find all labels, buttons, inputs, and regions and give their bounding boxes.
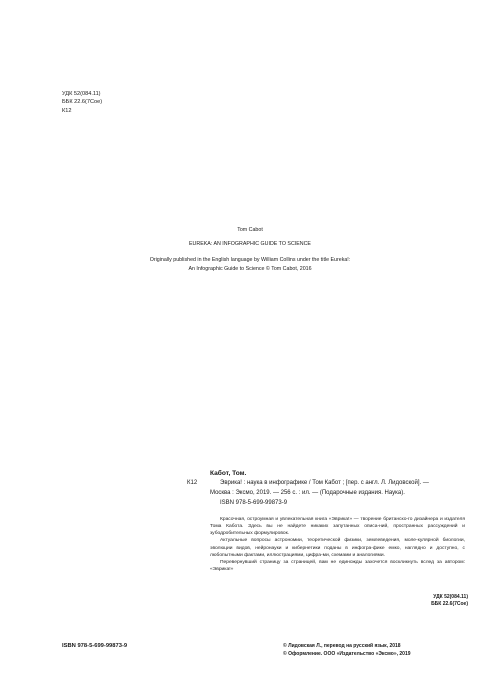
author-mark: К12 [62, 107, 72, 114]
publication-note-line-2: An Infographic Guide to Science © Tom Cabot, 2016 [188, 265, 312, 272]
card-isbn: ISBN 978-5-699-99873-9 [220, 500, 288, 507]
bbk-code: ББК 22.6(7Сое) [62, 99, 103, 106]
annotation-paragraph-1: Красочная, остроумная и увлекательная книга «Эврика!» — творение британско-го дизайнера и издателя Тома Кабота. Здесь вы не найдете никаких запутанных описа-ний, пространных рассуждений и зубодробительных формулировок. [210, 517, 465, 537]
card-classification [404, 594, 468, 609]
isbn-footer: ISBN 978-5-699-99873-9 [62, 643, 128, 649]
card-author-mark: К12 [187, 480, 198, 486]
card-title-line: Эврика! : наука в инфографике / Том Кабот ; [пер. с англ. Л. Лидовской]. — [220, 480, 429, 487]
original-author: Tom Cabot [237, 227, 263, 233]
card-imprint-line: Москва : Эксмо, 2019. — 256 с. : ил. — (Подарочные издания. Наука). [210, 489, 405, 496]
classification-block [62, 90, 102, 115]
card-udk: УДК 52(084.11) [433, 594, 468, 600]
publication-note-line-1: Originally published in the English language by William Collins under the title Eureka!: [149, 257, 351, 263]
annotation-paragraph-2: Актуальные вопросы астрономии, теоретической физики, землеведения, моле-кулярной биологии, эволюции видов, нейронауки и кибернетики поданы в инфогра-фике емко, наглядно и доступно, с любопытными фактами, иллюстрациями, цифра-ми, схемами и аналогиями. [210, 538, 465, 558]
annotation [210, 516, 465, 573]
translation-copyright: © Лидовская Л., перевод на русский язык, 2018 [283, 643, 401, 649]
original-title: EUREKA: AN INFOGRAPHIC GUIDE TO SCIENCE [189, 241, 311, 247]
annotation-paragraph-3: Перевернувший страницу за страницей, вам не единожды захочется воскликнуть вслед за автором: «Эврика!» [210, 559, 465, 573]
original-publication-note [0, 256, 500, 273]
card-bbk: ББК 22.6(7Сое) [431, 601, 468, 608]
card-author: Кабот, Том. [210, 470, 247, 477]
copyright-block [283, 642, 411, 658]
design-copyright: © Оформление. ООО «Издательство «Эксмо», 2019 [283, 651, 411, 658]
catalog-card [210, 469, 468, 509]
udk-code: УДК 52(084.11) [62, 91, 101, 97]
